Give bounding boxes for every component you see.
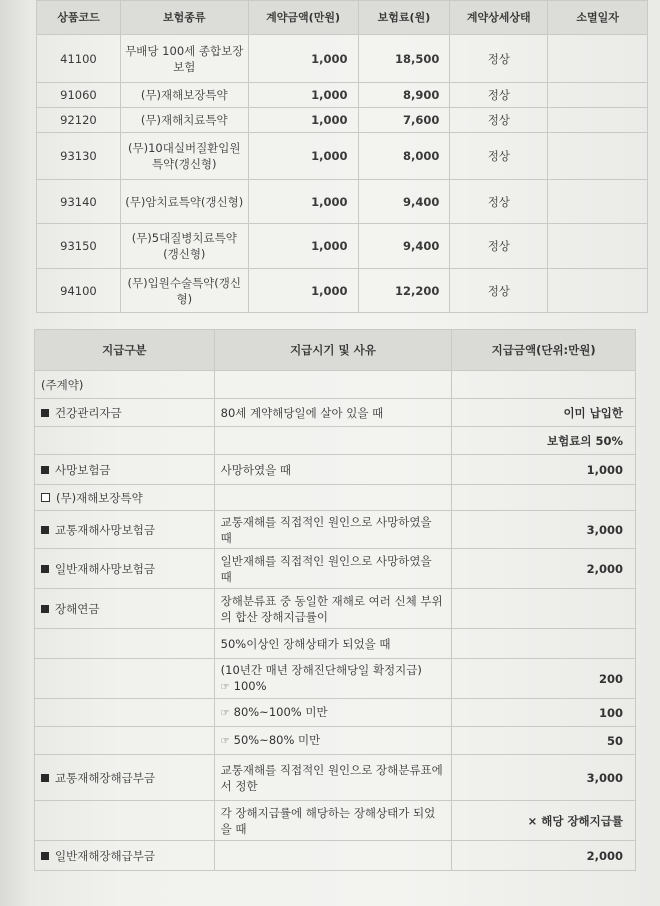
table-row: [37, 35, 648, 83]
table-row: [35, 399, 636, 427]
product-name: (무)재해보장특약: [120, 83, 248, 108]
table-row: [35, 659, 636, 699]
product-status: 정상: [450, 269, 548, 313]
amount-value: 해당 장해지급률: [541, 813, 623, 828]
payment-amount: [452, 727, 636, 755]
payment-amount: [452, 511, 636, 549]
payment-category: [35, 699, 215, 727]
pointing-hand-item: [221, 678, 446, 696]
table-row: [35, 801, 636, 841]
reason-text: 교통재해를 직접적인 원인으로 장해분류표에서 정한: [220, 762, 443, 793]
payment-reason: [214, 629, 452, 659]
grade-range: 80%~100% 미만: [233, 704, 328, 719]
reason-text: 장해분류표 중 동일한 재해로 여러 신체 부위의 합산 장해지급률이: [220, 593, 443, 624]
amount-value: 2,000: [586, 561, 623, 576]
product-header-row: [37, 1, 648, 35]
product-end-date: [548, 269, 648, 313]
product-name: (무)입원수술특약(갱신형): [120, 269, 248, 313]
empty-square-icon: [41, 493, 50, 502]
table-row: [37, 180, 648, 224]
payment-category: [35, 427, 215, 455]
product-amount: 1,000: [248, 35, 358, 83]
payment-amount: [452, 371, 636, 399]
header-premium: 보험료(원): [358, 1, 450, 35]
product-premium: 8,900: [358, 83, 450, 108]
table-row: [35, 727, 636, 755]
payment-category: [35, 399, 215, 427]
category-label: (주계약): [41, 377, 84, 392]
filled-square-icon: [41, 466, 49, 474]
product-code: 41100: [37, 35, 121, 83]
payment-reason: [214, 841, 452, 871]
product-premium: 8,000: [358, 133, 450, 180]
payment-amount: [452, 659, 636, 699]
payment-reason: [214, 727, 452, 755]
payment-category: [35, 841, 215, 871]
header-code: 상품코드: [37, 1, 121, 35]
table-row: [35, 841, 636, 871]
reason-text: 80세 계약해당일에 살아 있을 때: [220, 405, 384, 420]
product-status: 정상: [450, 133, 548, 180]
payment-amount: [452, 427, 636, 455]
payment-category: [35, 511, 215, 549]
payment-category: [35, 629, 215, 659]
multiply-symbol: ×: [527, 813, 538, 828]
table-row: [35, 485, 636, 511]
header-category: 지급구분: [35, 330, 215, 371]
pointing-hand-icon: ☞: [220, 707, 230, 719]
category-label: 사망보험금: [55, 462, 111, 477]
product-end-date: [548, 180, 648, 224]
product-premium: 7,600: [358, 108, 450, 133]
table-row: [37, 83, 648, 108]
pointing-hand-icon: ☞: [220, 735, 230, 747]
payment-table: [34, 329, 636, 871]
amount-value: 이미 납입한: [563, 405, 623, 420]
product-code: 91060: [37, 83, 121, 108]
product-premium: 12,200: [358, 269, 450, 313]
product-amount: 1,000: [248, 269, 358, 313]
payment-header-row: [35, 330, 636, 371]
product-amount: 1,000: [248, 108, 358, 133]
grade-range: 100%: [233, 678, 267, 693]
header-reason: 지급시기 및 사유: [214, 330, 452, 371]
filled-square-icon: [41, 852, 49, 860]
payment-amount: [452, 485, 636, 511]
table-row: [35, 455, 636, 485]
reason-text: 교통재해를 직접적인 원인으로 사망하였을 때: [220, 514, 432, 545]
product-code: 93130: [37, 133, 121, 180]
reason-text: 사망하였을 때: [220, 462, 291, 477]
amount-value: 200: [598, 671, 623, 686]
payment-category: [35, 659, 215, 699]
amount-value: 50: [606, 733, 623, 748]
payment-reason: [214, 371, 452, 399]
amount-value: 2,000: [586, 848, 623, 863]
table-row: [35, 549, 636, 589]
product-status: 정상: [450, 108, 548, 133]
payment-reason: [214, 659, 452, 699]
product-premium: 18,500: [358, 35, 450, 83]
payment-amount: [452, 399, 636, 427]
payment-reason: [214, 801, 452, 841]
pointing-hand-item: [221, 704, 446, 722]
product-name: (무)암치료특약(갱신형): [120, 180, 248, 224]
filled-square-icon: [41, 565, 49, 573]
payment-amount: [452, 801, 636, 841]
amount-value: 3,000: [586, 770, 623, 785]
category-label: 일반재해장해급부금: [55, 848, 155, 863]
product-amount: 1,000: [248, 224, 358, 269]
payment-amount: [452, 455, 636, 485]
header-end-date: 소멸일자: [548, 1, 648, 35]
category-label: 교통재해사망보험금: [55, 522, 155, 537]
product-code: 93140: [37, 180, 121, 224]
product-code: 94100: [37, 269, 121, 313]
payment-reason: [214, 699, 452, 727]
payment-amount: [452, 755, 636, 801]
product-premium: 9,400: [358, 224, 450, 269]
table-row: [37, 133, 648, 180]
category-label: 건강관리자금: [55, 405, 122, 420]
table-row: [37, 224, 648, 269]
reason-text: 일반재해를 직접적인 원인으로 사망하였을 때: [220, 553, 432, 584]
product-amount: 1,000: [248, 133, 358, 180]
payment-category: [35, 485, 215, 511]
payment-category: [35, 589, 215, 629]
table-row: [35, 589, 636, 629]
reason-text: 50%이상인 장해상태가 되었을 때: [220, 636, 391, 651]
payment-category: [35, 371, 215, 399]
payment-amount: [452, 841, 636, 871]
amount-value: 3,000: [586, 522, 623, 537]
product-name: 무배당 100세 종합보장보험: [120, 35, 248, 83]
payment-category: [35, 727, 215, 755]
filled-square-icon: [41, 409, 49, 417]
payment-reason: [214, 549, 452, 589]
product-amount: 1,000: [248, 83, 358, 108]
reason-text: 각 장해지급률에 해당하는 장해상태가 되었을 때: [220, 805, 436, 836]
product-name: (무)재해치료특약: [120, 108, 248, 133]
table-row: [35, 699, 636, 727]
product-table: [36, 0, 648, 313]
payment-category: [35, 549, 215, 589]
payment-category: [35, 801, 215, 841]
filled-square-icon: [41, 605, 49, 613]
category-label: 교통재해장해급부금: [55, 770, 155, 785]
payment-amount: [452, 699, 636, 727]
filled-square-icon: [41, 774, 49, 782]
product-end-date: [548, 35, 648, 83]
product-name: (무)10대실버질환입원특약(갱신형): [120, 133, 248, 180]
product-status: 정상: [450, 224, 548, 269]
payment-reason: [214, 485, 452, 511]
payment-reason: [214, 455, 452, 485]
product-end-date: [548, 108, 648, 133]
payment-reason: [214, 511, 452, 549]
product-end-date: [548, 133, 648, 180]
payment-amount: [452, 589, 636, 629]
product-premium: 9,400: [358, 180, 450, 224]
amount-value: 100: [598, 705, 623, 720]
category-label: 일반재해사망보험금: [55, 561, 155, 576]
payment-reason: [214, 755, 452, 801]
product-code: 92120: [37, 108, 121, 133]
product-name: (무)5대질병치료특약(갱신형): [120, 224, 248, 269]
amount-value: 1,000: [586, 462, 623, 477]
payment-category: [35, 755, 215, 801]
payment-reason: [214, 589, 452, 629]
header-status: 계약상세상태: [450, 1, 548, 35]
payment-reason: [214, 427, 452, 455]
header-type: 보험종류: [120, 1, 248, 35]
amount-value: 보험료의 50%: [547, 433, 623, 448]
table-row: [35, 511, 636, 549]
payment-category: [35, 455, 215, 485]
table-row: [35, 629, 636, 659]
category-label: (무)재해보장특약: [56, 490, 143, 505]
header-payment-amount: 지급금액(단위:만원): [452, 330, 636, 371]
table-row: [35, 371, 636, 399]
payment-amount: [452, 549, 636, 589]
table-row: [37, 108, 648, 133]
table-row: [35, 427, 636, 455]
product-end-date: [548, 83, 648, 108]
product-code: 93150: [37, 224, 121, 269]
pointing-hand-item: [221, 732, 446, 750]
product-end-date: [548, 224, 648, 269]
filled-square-icon: [41, 526, 49, 534]
pointing-hand-icon: ☞: [220, 681, 230, 693]
payment-reason: [214, 399, 452, 427]
table-row: [35, 755, 636, 801]
payment-amount: [452, 629, 636, 659]
category-label: 장해연금: [55, 601, 100, 616]
header-amount: 계약금액(만원): [248, 1, 358, 35]
table-row: [37, 269, 648, 313]
product-status: 정상: [450, 180, 548, 224]
product-amount: 1,000: [248, 180, 358, 224]
reason-text: (10년간 매년 장해진단해당일 확정지급): [220, 662, 422, 677]
product-status: 정상: [450, 35, 548, 83]
grade-range: 50%~80% 미만: [233, 732, 321, 747]
product-status: 정상: [450, 83, 548, 108]
